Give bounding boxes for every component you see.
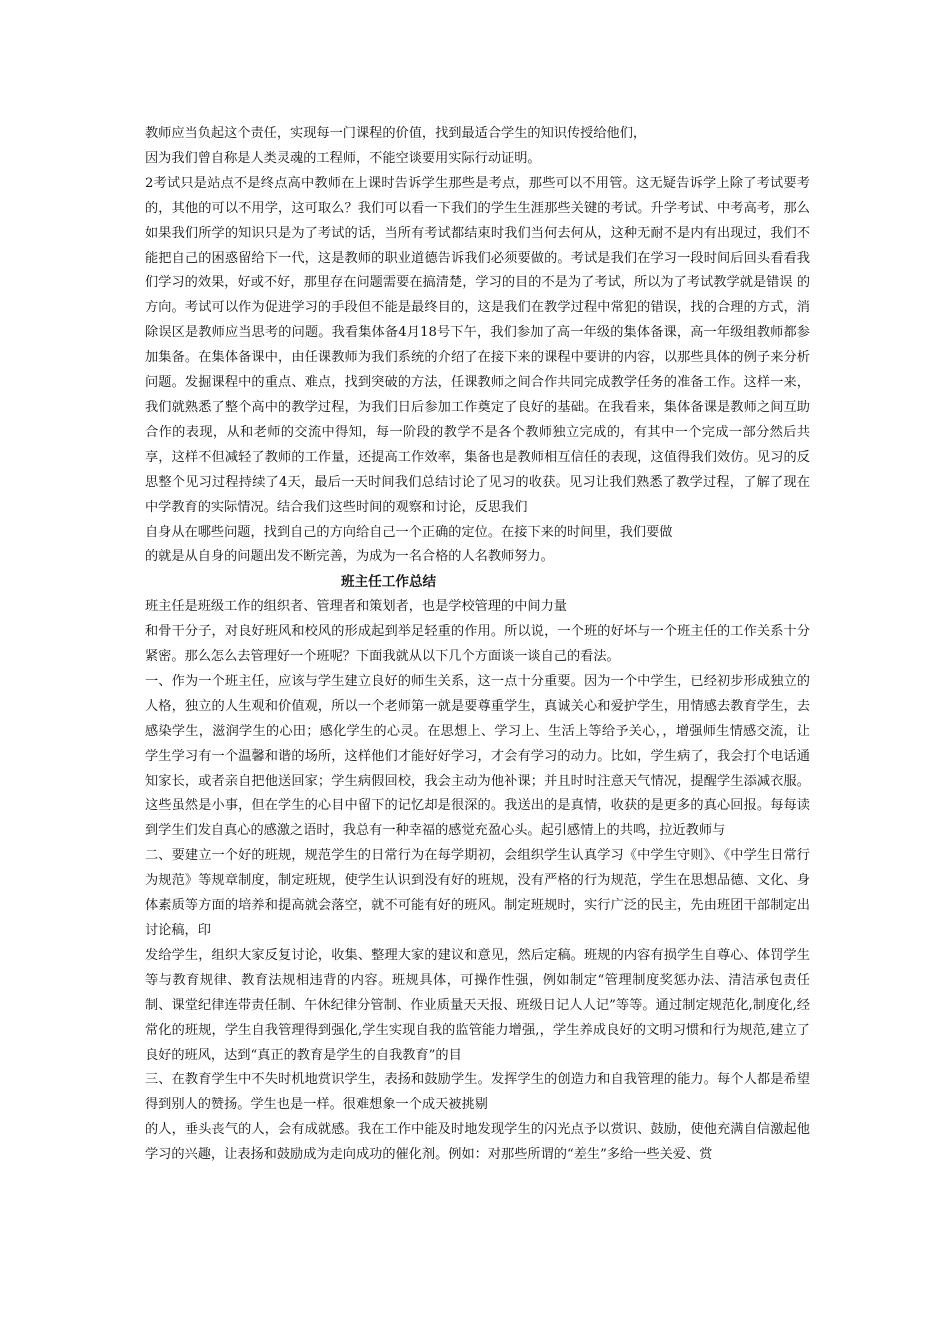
paragraph: 教师应当负起这个责任，实现每一门课程的价值，找到最适合学生的知识传授给他们， — [145, 126, 647, 141]
paragraph: 自身从在哪些问题，找到自己的方向给自己一个正确的定位。在接下来的时间里，我们要做 — [145, 524, 673, 540]
paragraph: 班主任是班级工作的组织者、管理者和策划者，也是学校管理的中间力量 — [145, 599, 567, 615]
section-heading: 班主任工作总结 — [341, 574, 437, 591]
paragraph: 2考试只是站点不是终点高中教师在上课时告诉学生那些是考点，那些可以不用管。这无疑告诉学上除了考试要考的，其他的可以不用学，这可取么？我们可以看一下我们的学生生涯那些关键的考试。升学考试、中考高考，那么如果我们所学的知识只是为了考试的话，当所有考试都结束时我们当何去何从，这种无耐不是内有出现过，我们不能把自己的困惑留给下一代，这是教师的职业道德告诉我们必须要做的。考试是我们在学习一段时间后回头看看我们学习的效果，好或不好，那里存在问题需要在搞清楚，学习的目的不是为了考试，所以为了考试教学就是错误 的方向。考试可以作为促进学习的手段但不能是最终目的，这是我们在教学过程中常犯的错误，找的合理的方式，消除误区是教师应当思考的问题。我看集体备4月18号下午，我们参加了高一年级的集体备课，高一年级组教师都参加集备。在集体备课中，由任课教师为我们系统的介绍了在接下来的课程中要讲的内容，以那些具体的例子来分析问题。发掘课程中的重点、难点，找到突破的方法，任课教师之间合作共同完成教学任务的准备工作。这样一来，我们就熟悉了整个高中的教学过程，为我们日后参加工作奠定了良好的基础。在我看来，集体备课是教师之间互助合作的表现，从和老师的交流中得知，每一阶段的教学不是各个教师独立完成的，有其中一个完成一部分然后共享，这样不但减轻了教师的工作量，还提高工作效率，集备也是教师相互信任的表现，这值得我们效仿。见习的反思整个见习过程持续了4天，最后一天时间我们总结讨论了见习的收获。见习让我们熟悉了教学过程，了解了现在中学教育的实际情况。结合我们这些时间的观察和讨论，反思我们 — [145, 175, 810, 515]
paragraph: 发给学生，组织大家反复讨论，收集、整理大家的建议和意见，然后定稿。班规的内容有损学生自尊心、体罚学生等与教育规律、教育法规相违背的内容。班规具体，可操作性强，例如制定“管理制度奖惩办法、清洁承包责任制、课堂纪律连带责任制、午休纪律分管制、作业质量天天报、班级日记人人记”等等。通过制定规范化,制度化,经常化的班规，学生自我管理得到强化,学生实现自我的监管能力增强,，学生养成良好的文明习惯和行为规范,建立了良好的班风，达到“真正的教育是学生的自我教育”的目 — [145, 947, 810, 1063]
paragraph: 和骨干分子，对良好班风和校风的形成起到举足轻重的作用。所以说，一个班的好坏与一个班主任的工作关系十分紧密。那么怎么去管理好一个班呢？下面我就从以下几个方面谈一谈自己的看法。 — [145, 624, 810, 665]
paragraph: 的人，垂头丧气的人，会有成就感。我在工作中能及时地发现学生的闪光点予以赏识、鼓励，使他充满自信激起他学习的兴趣，让表扬和鼓励成为走向成功的催化剂。例如：对那些所谓的“差生”多给一些关爱、赏 — [145, 1122, 810, 1163]
paragraph: 一、作为一个班主任，应该与学生建立良好的师生关系，这一点十分重要。因为一个中学生，已经初步形成独立的人格，独立的人生观和价值观，所以一个老师第一就是要尊重学生，真诚关心和爱护学生，用情感去教育学生，去感染学生，滋润学生的心田；感化学生的心灵。在思想上、学习上、生活上等给予关心，，增强师生情感交流，让学生学习有一个温馨和谐的场所，这样他们才能好好学习，才会有学习的动力。比如，学生病了，我会打个电话通知家长，或者亲自把他送回家；学生病假回校，我会主动为他补课；并且时时注意天气情况，提醒学生添减衣服。这些虽然是小事，但在学生的心目中留下的记忆却是很深的。我送出的是真情，收获的是更多的真心回报。每每读到学生们发自真心的感激之语时，我总有一种幸福的感觉充盈心头。起引感情上的共鸣，拉近教师与 — [145, 673, 810, 839]
document-page — [145, 122, 810, 1168]
paragraph: 三、在教育学生中不失时机地赏识学生，表扬和鼓励学生。发挥学生的创造力和自我管理的能力。每个人都是希望得到别人的赞扬。学生也是一样。很难想象一个成天被挑剔 — [145, 1072, 810, 1113]
paragraph: 因为我们曾自称是人类灵魂的工程师，不能空谈要用实际行动证明。 — [145, 150, 541, 166]
paragraph: 二、要建立一个好的班规，规范学生的日常行为在每学期初，会组织学生认真学习《中学生守则》、《中学生日常行为规范》等规章制度，制定班规，使学生认识到没有好的班规，没有严格的行为规范，学生在思想品德、文化、身体素质等方面的培养和提高就会落空，就不可能有好的班风。制定班规时，实行广泛的民主，先由班团干部制定出讨论稿，印 — [145, 848, 810, 938]
paragraph: 的就是从自身的问题出发不断完善，为成为一名合格的人名教师努力。 — [145, 549, 554, 565]
